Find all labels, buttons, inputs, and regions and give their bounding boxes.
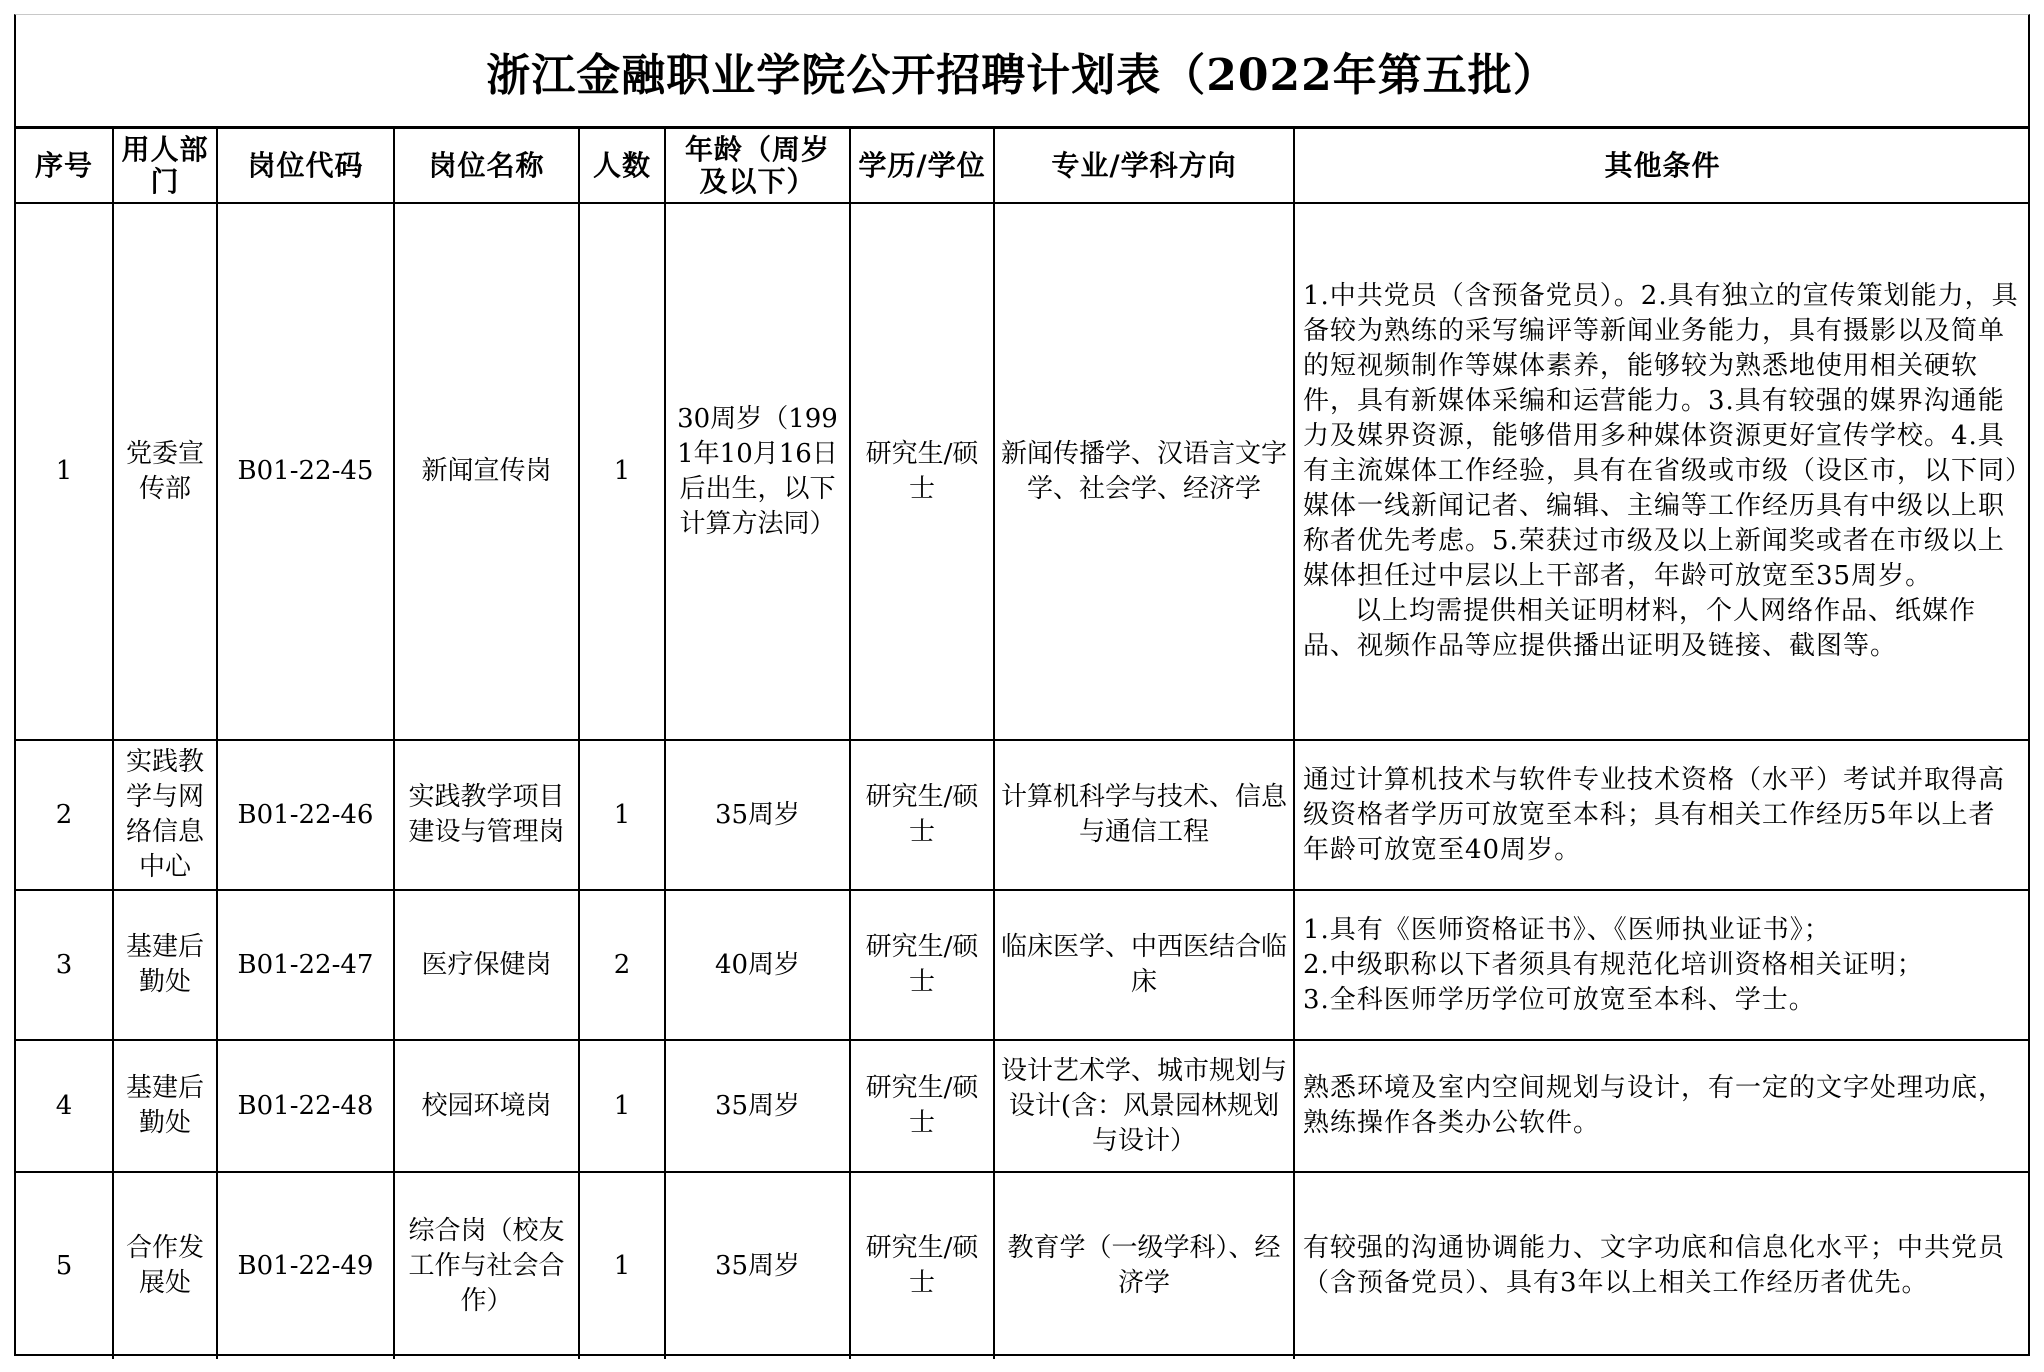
cell-post: 医疗保健岗 xyxy=(394,890,579,1040)
header-conditions: 其他条件 xyxy=(1294,129,2030,203)
cell-age: 30周岁（1991年10月16日后出生，以下计算方法同） xyxy=(665,203,850,740)
cell-no: 1 xyxy=(16,203,113,740)
cell-code: B01-22-49 xyxy=(217,1172,394,1359)
table-row xyxy=(16,1172,2030,1359)
cell-degree: 研究生/硕士 xyxy=(850,1040,994,1172)
header-post: 岗位名称 xyxy=(394,129,579,203)
cell-post: 新闻宣传岗 xyxy=(394,203,579,740)
condition-item: 1.具有《医师资格证书》、《医师执业证书》； xyxy=(1303,914,1831,945)
cell-degree: 研究生/硕士 xyxy=(850,740,994,890)
cell-major: 教育学（一级学科）、经济学 xyxy=(994,1172,1294,1359)
cell-age: 35周岁 xyxy=(665,740,850,890)
cell-count: 2 xyxy=(579,890,665,1040)
table-row xyxy=(16,203,2030,740)
table-header-row xyxy=(16,129,2030,203)
cell-age: 40周岁 xyxy=(665,890,850,1040)
header-degree: 学历/学位 xyxy=(850,129,994,203)
cell-major: 计算机科学与技术、信息与通信工程 xyxy=(994,740,1294,890)
cell-no: 3 xyxy=(16,890,113,1040)
header-count: 人数 xyxy=(579,129,665,203)
header-no: 序号 xyxy=(16,129,113,203)
cell-count: 1 xyxy=(579,1040,665,1172)
condition-note: 以上均需提供相关证明材料，个人网络作品、纸媒作品、视频作品等应提供播出证明及链接、截图等。 xyxy=(1303,596,1977,661)
cell-count: 1 xyxy=(579,740,665,890)
condition-text: 通过计算机技术与软件专业技术资格（水平）考试并取得高级资格者学历可放宽至本科；具有相关工作经历5年以上者年龄可放宽至40周岁。 xyxy=(1303,764,2006,865)
cell-dept: 实践教学与网络信息中心 xyxy=(113,740,217,890)
condition-text: 熟悉环境及室内空间规划与设计，有一定的文字处理功底，熟练操作各类办公软件。 xyxy=(1303,1073,2006,1138)
cell-conditions xyxy=(1294,1040,2030,1172)
cell-major: 设计艺术学、城市规划与设计(含：风景园林规划与设计） xyxy=(994,1040,1294,1172)
table-row xyxy=(16,740,2030,890)
header-age: 年龄（周岁及以下） xyxy=(665,129,850,203)
cell-count: 1 xyxy=(579,203,665,740)
cell-no: 4 xyxy=(16,1040,113,1172)
cell-dept: 党委宣传部 xyxy=(113,203,217,740)
cell-conditions xyxy=(1294,1172,2030,1359)
recruitment-table xyxy=(16,129,2030,1359)
cell-post: 综合岗（校友工作与社会合作） xyxy=(394,1172,579,1359)
cell-degree: 研究生/硕士 xyxy=(850,890,994,1040)
cell-code: B01-22-45 xyxy=(217,203,394,740)
condition-item: 3.全科医师学历学位可放宽至本科、学士。 xyxy=(1303,984,1816,1015)
cell-no: 2 xyxy=(16,740,113,890)
cell-major: 新闻传播学、汉语言文字学、社会学、经济学 xyxy=(994,203,1294,740)
cell-dept: 基建后勤处 xyxy=(113,1040,217,1172)
table-row xyxy=(16,890,2030,1040)
condition-item: 2.中级职称以下者须具有规范化培训资格相关证明； xyxy=(1303,949,1924,980)
cell-code: B01-22-47 xyxy=(217,890,394,1040)
cell-dept: 基建后勤处 xyxy=(113,890,217,1040)
cell-count: 1 xyxy=(579,1172,665,1359)
recruitment-plan-sheet xyxy=(14,14,2030,1356)
table-row xyxy=(16,1040,2030,1172)
cell-age: 35周岁 xyxy=(665,1172,850,1359)
header-dept: 用人部门 xyxy=(113,129,217,203)
cell-degree: 研究生/硕士 xyxy=(850,203,994,740)
header-code: 岗位代码 xyxy=(217,129,394,203)
cell-post: 实践教学项目建设与管理岗 xyxy=(394,740,579,890)
condition-text: 有较强的沟通协调能力、文字功底和信息化水平；中共党员（含预备党员）、具有3年以上相关工作经历者优先。 xyxy=(1303,1233,2006,1298)
cell-conditions xyxy=(1294,890,2030,1040)
header-major: 专业/学科方向 xyxy=(994,129,1294,203)
cell-conditions xyxy=(1294,203,2030,740)
cell-dept: 合作发展处 xyxy=(113,1172,217,1359)
cell-conditions xyxy=(1294,740,2030,890)
cell-major: 临床医学、中西医结合临床 xyxy=(994,890,1294,1040)
cell-degree: 研究生/硕士 xyxy=(850,1172,994,1359)
page-title: 浙江金融职业学院公开招聘计划表（2022年第五批） xyxy=(16,15,2028,129)
cell-code: B01-22-48 xyxy=(217,1040,394,1172)
condition-text: 1.中共党员（含预备党员）。2.具有独立的宣传策划能力，具备较为熟练的采写编评等新闻业务能力，具有摄影以及简单的短视频制作等媒体素养，能够较为熟悉地使用相关硬软件，具有新媒体采编和运营能力。3.具有较强的媒界沟通能力及媒界资源，能够借用多种媒体资源更好宣传学校。4.具有主流媒体工作经验，具有在省级或市级（设区市，以下同）媒体一线新闻记者、编辑、主编等工作经历具有中级以上职称者优先考虑。5.荣获过市级及以上新闻奖或者在市级以上媒体担任过中层以上干部者，年龄可放宽至35周岁。 xyxy=(1303,281,2020,591)
cell-post: 校园环境岗 xyxy=(394,1040,579,1172)
cell-age: 35周岁 xyxy=(665,1040,850,1172)
cell-no: 5 xyxy=(16,1172,113,1359)
cell-code: B01-22-46 xyxy=(217,740,394,890)
